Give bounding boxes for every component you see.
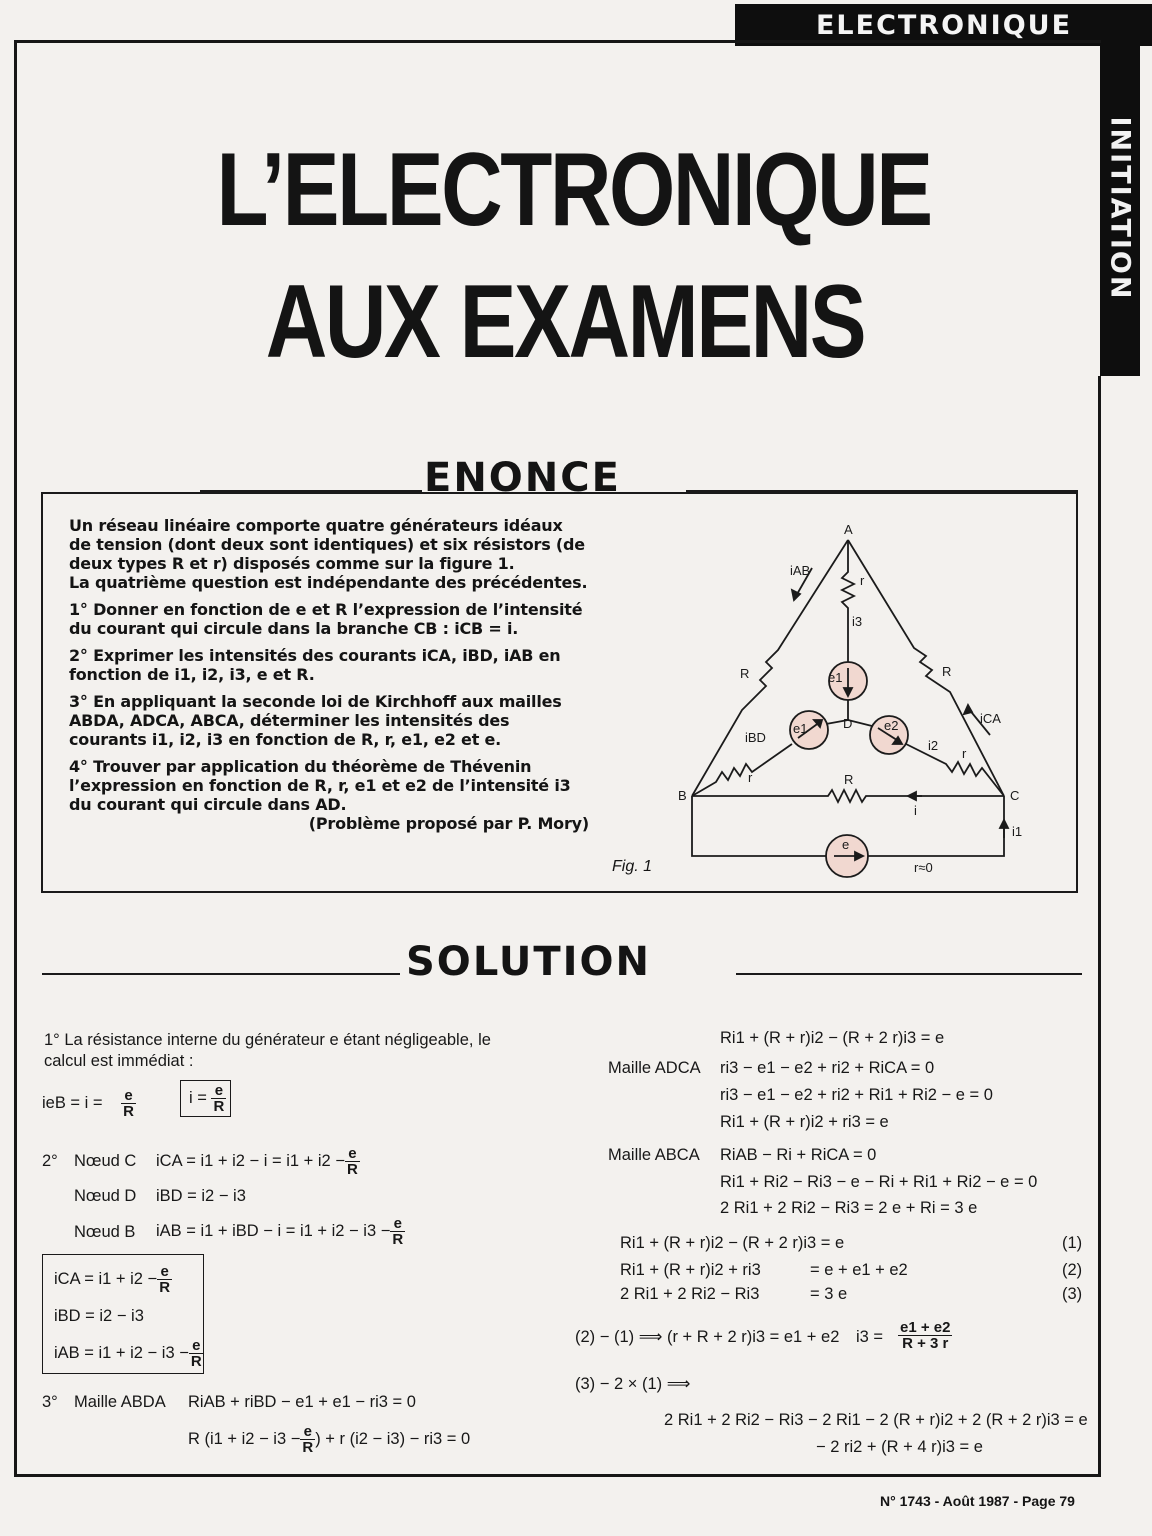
abca-eq-3: 2 Ri1 + 2 Ri2 − Ri3 = 2 e + Ri = 3 e bbox=[720, 1199, 978, 1217]
sol1-text-2: calcul est immédiat : bbox=[44, 1052, 194, 1070]
label-r-left: R bbox=[740, 666, 750, 681]
maille-adca-label: Maille ADCA bbox=[608, 1059, 701, 1077]
section-label: ELECTRONIQUE bbox=[815, 9, 1073, 41]
abda-eq-1: RiAB + riBD − e1 + e1 − ri3 = 0 bbox=[188, 1393, 416, 1411]
page-footer: N° 1743 - Août 1987 - Page 79 bbox=[880, 1493, 1075, 1509]
label-r-dc: r bbox=[962, 746, 967, 761]
label-e2: e2 bbox=[884, 718, 899, 733]
label-ibd: iBD bbox=[745, 730, 766, 745]
adca-eq-1: ri3 − e1 − e2 + ri2 + RiCA = 0 bbox=[720, 1059, 935, 1077]
system-eq-1: Ri1 + (R + r)i2 − (R + 2 r)i3 = e bbox=[620, 1234, 845, 1252]
final-eq-2: − 2 ri2 + (R + 4 r)i3 = e bbox=[816, 1438, 983, 1456]
noeud-b-label: Nœud B bbox=[74, 1223, 136, 1241]
wire-bc bbox=[692, 790, 1004, 802]
sol1-eq bbox=[42, 1088, 136, 1119]
solution-rule-right bbox=[736, 973, 1082, 975]
label-e1-vertical: e1 bbox=[828, 670, 843, 685]
label-r-right: R bbox=[942, 664, 952, 679]
sol3-number: 3° bbox=[42, 1393, 58, 1411]
system-eq-3-number: (3) bbox=[1062, 1285, 1083, 1303]
final-eq-1: 2 Ri1 + 2 Ri2 − Ri3 − 2 Ri1 − 2 (R + r)i2 + 2 (R + 2 r)i3 = e bbox=[664, 1411, 1088, 1429]
solution-heading: SOLUTION bbox=[406, 939, 652, 985]
box-ibd: iBD = i2 − i3 bbox=[54, 1307, 144, 1325]
fraction-e-over-r-boxed: $\frac{e}{R}$ bbox=[213, 1082, 225, 1115]
wire-ab bbox=[692, 540, 848, 796]
wire-dc bbox=[906, 744, 1004, 796]
wire-bottom-right bbox=[868, 796, 1004, 856]
label-r-bd: r bbox=[748, 770, 753, 785]
question-4: 4° Trouver par application du théorème de Thévenin l’expression en fonction de R, r, e1 et e2 de l’intensité i3 du courant qui circule dans AD. bbox=[69, 757, 571, 814]
fraction-e-over-r: $\frac{e}{R}$ bbox=[123, 1087, 134, 1120]
page-frame-right bbox=[1098, 376, 1101, 1477]
question-1: 1° Donner en fonction de e et R l’expression de l’intensité du courant qui circule dans la branche CB : iCB = i. bbox=[69, 600, 583, 638]
noeud-b-equation: iAB = i1 + iBD − i = i1 + i2 − i3 − $\frac{e}{R}$ bbox=[156, 1215, 404, 1248]
system-eq-2-right: = e + e1 + e2 bbox=[810, 1261, 908, 1279]
noeud-d-equation: iBD = i2 − i3 bbox=[156, 1187, 246, 1205]
side-label: INITIATION bbox=[1104, 116, 1136, 300]
maille-abca-label: Maille ABCA bbox=[608, 1146, 700, 1164]
wire-bottom bbox=[692, 796, 826, 856]
noeud-d-label: Nœud D bbox=[74, 1187, 137, 1205]
label-iab: iAB bbox=[790, 563, 811, 578]
label-ica: iCA bbox=[980, 711, 1001, 726]
label-r-zero: r≈0 bbox=[914, 860, 933, 875]
circuit-diagram bbox=[670, 515, 1050, 887]
abca-eq-1: RiAB − Ri + RiCA = 0 bbox=[720, 1146, 877, 1164]
enonce-intro-2: La quatrième question est indépendante des précédentes. bbox=[69, 573, 588, 592]
question-3: 3° En appliquant la seconde loi de Kirchhoff aux mailles ABDA, ADCA, ABCA, déterminer les intensités des courants i1, i2, i3 en fonction de R, r, e1, e2 et e. bbox=[69, 692, 562, 749]
question-2: 2° Exprimer les intensités des courants iCA, iBD, iAB en fonction de i1, i2, i3, e et R. bbox=[69, 646, 561, 684]
wire-ad bbox=[842, 540, 854, 662]
title-line-1: L’ELECTRONIQUE bbox=[216, 132, 931, 248]
diff-3-2x1: (3) − 2 × (1) ⟹ bbox=[575, 1375, 691, 1393]
label-e: e bbox=[842, 837, 850, 852]
noeud-c-label: Nœud C bbox=[74, 1152, 137, 1170]
wire-ac bbox=[848, 540, 1004, 796]
label-r-bc: R bbox=[844, 772, 854, 787]
label-r-ad: r bbox=[860, 573, 865, 588]
abda-eq-2: R (i1 + i2 − i3 − $\frac{e}{R}$ ) + r (i2 − i3) − ri3 = 0 bbox=[188, 1423, 471, 1456]
label-i2: i2 bbox=[928, 738, 939, 753]
sol1-boxed-result: i = $\frac{e}{R}$ bbox=[180, 1080, 231, 1117]
enonce-text bbox=[69, 516, 589, 833]
side-band bbox=[1100, 40, 1140, 376]
diff-2-1-i3: i3 = bbox=[856, 1328, 884, 1346]
system-eq-2-number: (2) bbox=[1062, 1261, 1083, 1279]
solution-rule-left bbox=[42, 973, 400, 975]
enonce-heading: ENONCE bbox=[424, 455, 621, 501]
label-i1: i1 bbox=[1012, 824, 1023, 839]
sol2-number: 2° bbox=[42, 1152, 58, 1170]
adca-eq-3: Ri1 + (R + r)i2 + ri3 = e bbox=[720, 1113, 889, 1131]
system-eq-3-right: = 3 e bbox=[810, 1285, 848, 1303]
adca-eq-2: ri3 − e1 − e2 + ri2 + Ri1 + Ri2 − e = 0 bbox=[720, 1086, 993, 1104]
label-node-b: B bbox=[678, 788, 687, 803]
sol1-eq-left: ieB = i = bbox=[42, 1093, 103, 1112]
noeud-c-equation: iCA = i1 + i2 − i = i1 + i2 − $\frac{e}{R}$ bbox=[156, 1145, 358, 1178]
enonce-credit: (Problème proposé par P. Mory) bbox=[308, 814, 589, 833]
box-ica: iCA = i1 + i2 − $\frac{e}{R}$ bbox=[54, 1263, 171, 1296]
figure-label: Fig. 1 bbox=[612, 858, 653, 875]
maille-abda-label: Maille ABDA bbox=[74, 1393, 166, 1411]
label-e1-left: e1 bbox=[793, 721, 808, 736]
box-iab: iAB = i1 + i2 − i3 − $\frac{e}{R}$ bbox=[54, 1337, 202, 1370]
diff-2-1: (2) − (1) ⟹ (r + R + 2 r)i3 = e1 + e2 bbox=[575, 1328, 840, 1346]
system-eq-3-left: 2 Ri1 + 2 Ri2 − Ri3 bbox=[620, 1285, 760, 1303]
label-i3: i3 bbox=[852, 614, 863, 629]
enonce-intro-1: Un réseau linéaire comporte quatre générateurs idéaux de tension (dont deux sont identiques) et six résistors (de deux types R et r) disposés comme sur la figure 1. bbox=[69, 516, 585, 573]
i3-result: $\frac{e1 + e2}{R + 3 r}$ bbox=[900, 1319, 951, 1352]
abca-eq-2: Ri1 + Ri2 − Ri3 − e − Ri + Ri1 + Ri2 − e = 0 bbox=[720, 1173, 1038, 1191]
title-line-2: AUX EXAMENS bbox=[265, 264, 865, 380]
label-node-c: C bbox=[1010, 788, 1020, 803]
label-node-a: A bbox=[844, 522, 853, 537]
sol1-text-1: 1° La résistance interne du générateur e étant négligeable, le bbox=[44, 1031, 491, 1049]
label-i: i bbox=[914, 803, 917, 818]
label-node-d: D bbox=[843, 716, 853, 731]
system-eq-2-left: Ri1 + (R + r)i2 + ri3 bbox=[620, 1261, 761, 1279]
system-eq-1-number: (1) bbox=[1062, 1234, 1083, 1252]
eq-top-right: Ri1 + (R + r)i2 − (R + 2 r)i3 = e bbox=[720, 1029, 945, 1047]
